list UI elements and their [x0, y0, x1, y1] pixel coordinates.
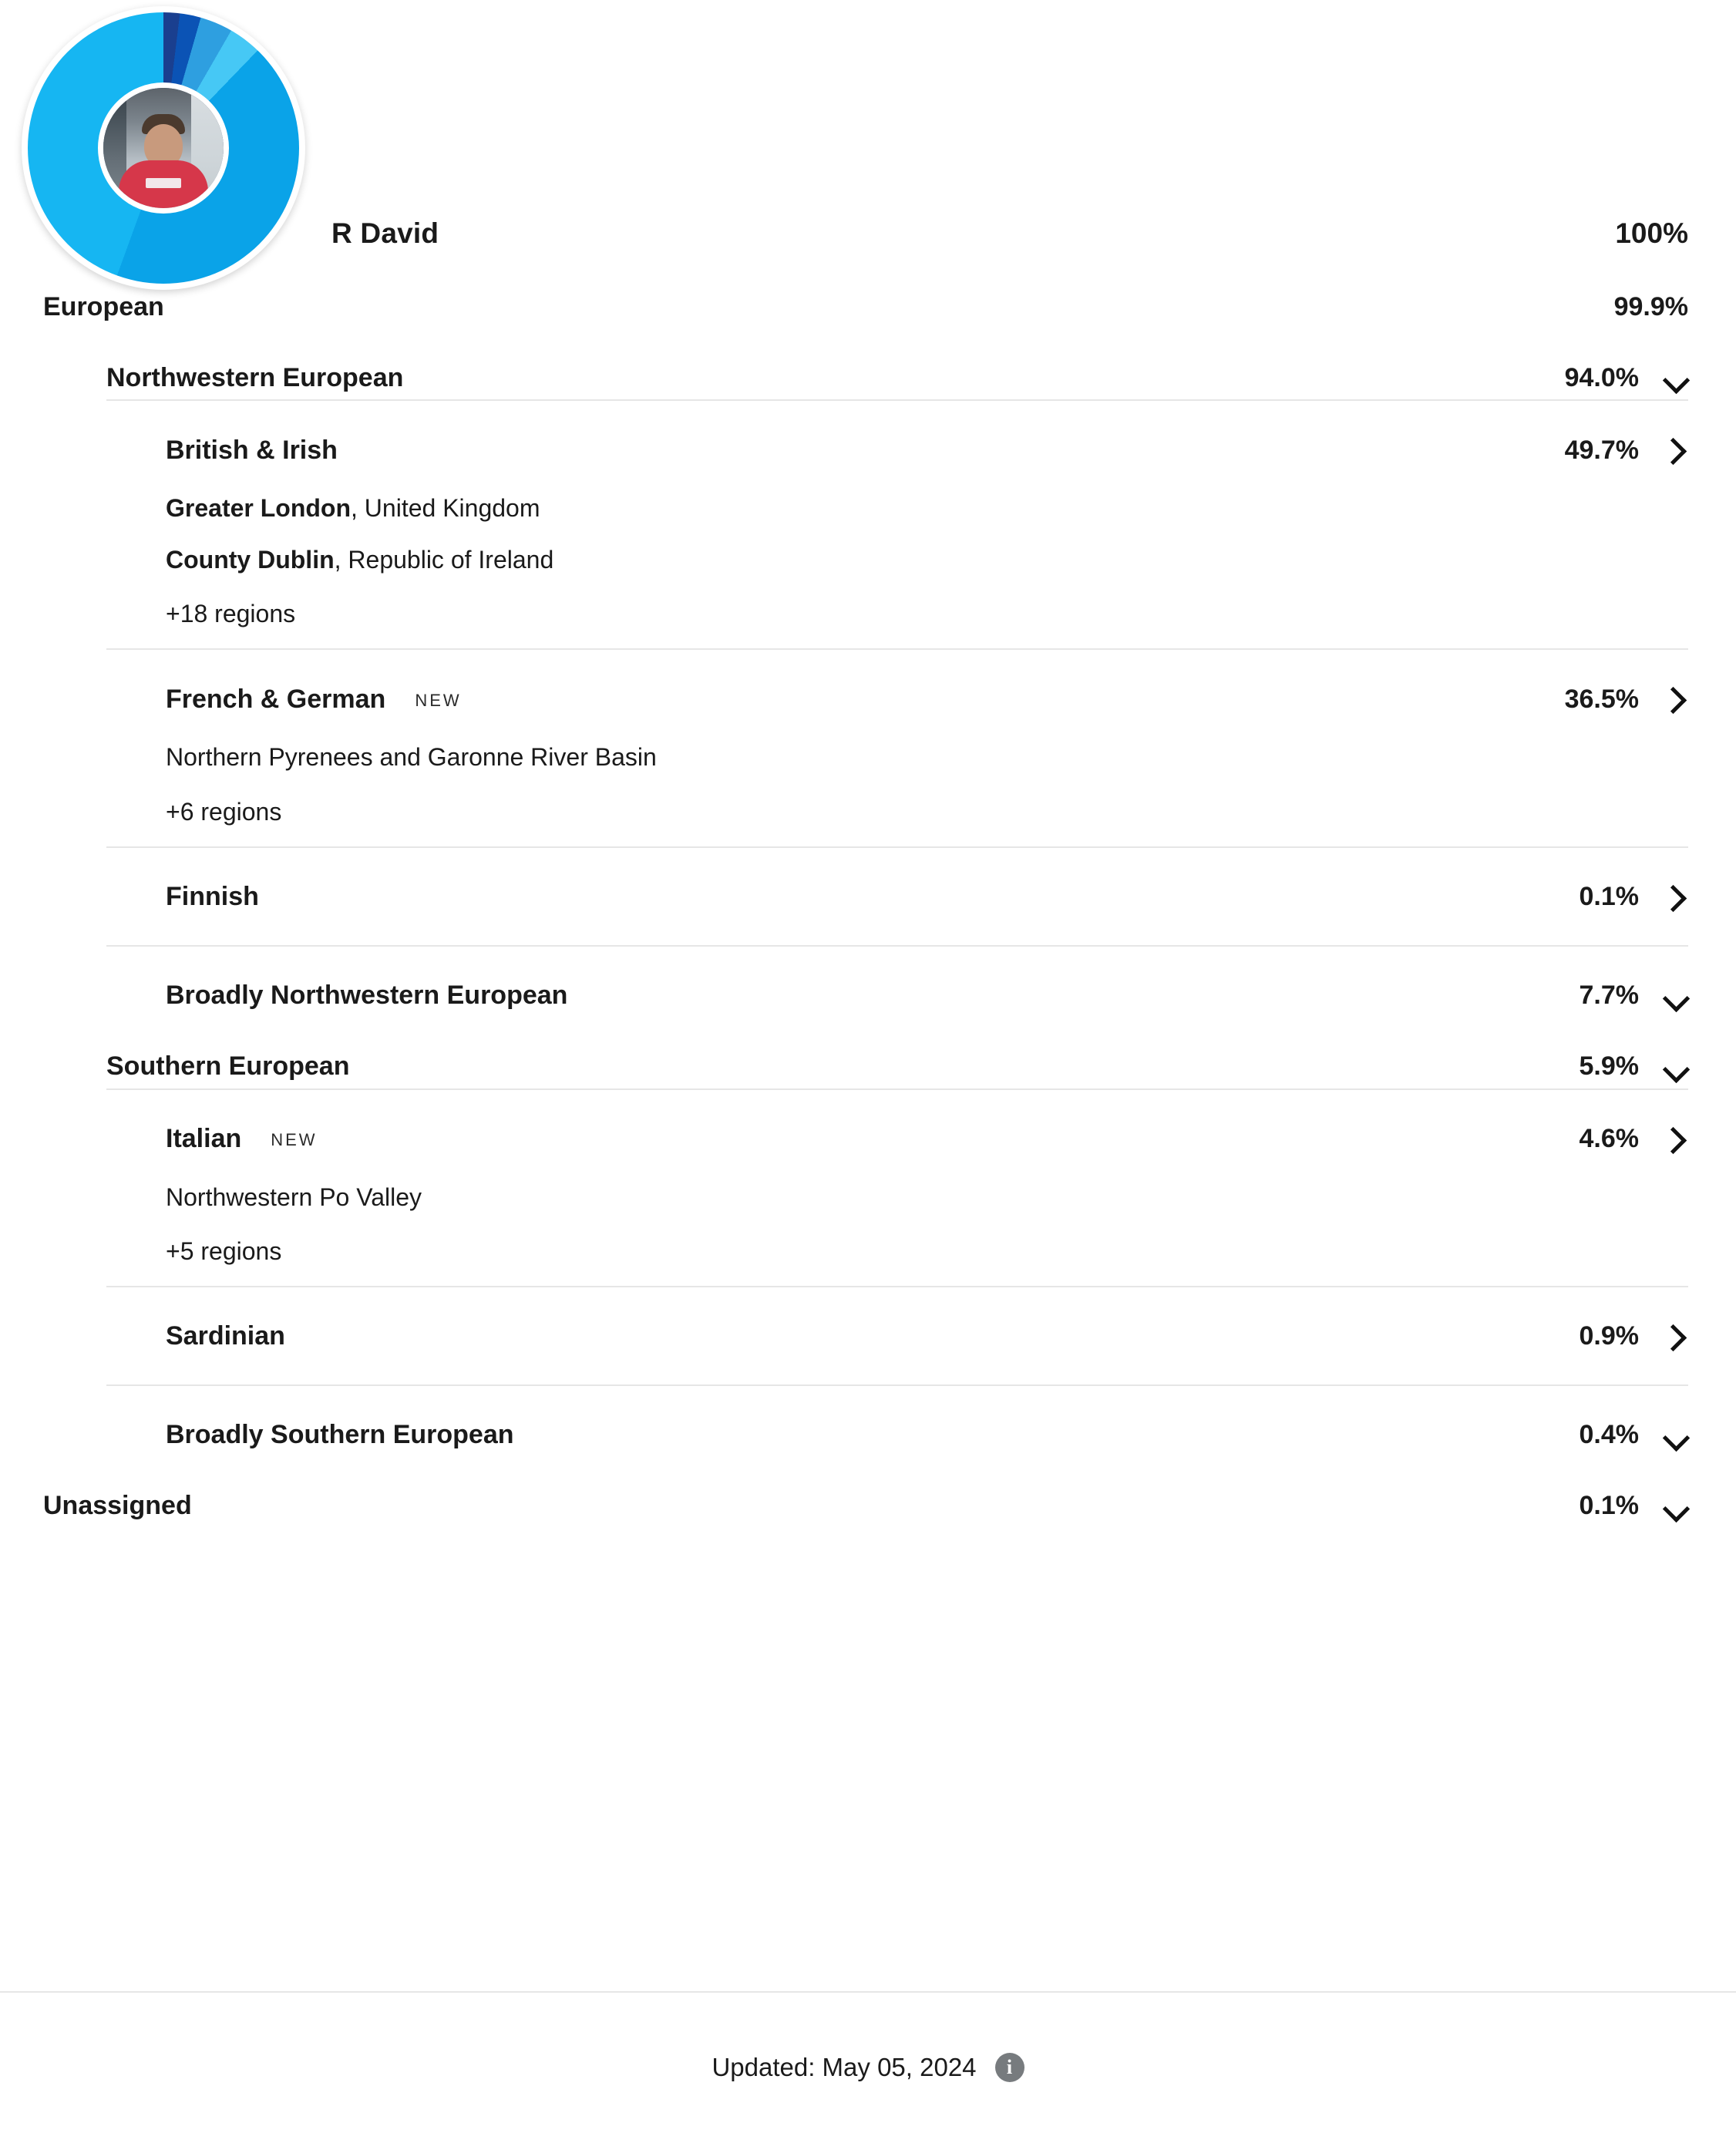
region-place: Northwestern Po Valley	[166, 1183, 422, 1211]
row-broadly-northwestern-european-label: Broadly Northwestern European	[166, 981, 568, 1011]
region-line	[0, 472, 1736, 523]
region-line	[0, 721, 1736, 772]
row-sardinian-label: Sardinian	[166, 1321, 285, 1351]
row-finnish[interactable]	[0, 876, 1736, 919]
region-place: County Dublin	[166, 546, 335, 574]
region-place: Northern Pyrenees and Garonne River Basin	[166, 743, 657, 772]
row-northwestern-european-label: Northwestern European	[106, 362, 404, 392]
row-french-and-german-right	[1565, 685, 1688, 715]
row-northwestern-european-percent: 94.0%	[1564, 362, 1639, 392]
chevron-right-icon[interactable]	[1662, 437, 1688, 463]
row-unassigned-right	[1580, 1491, 1689, 1521]
region-place: Greater London	[166, 494, 352, 522]
row-sardinian-percent: 0.9%	[1579, 1321, 1639, 1351]
row-broadly-southern-european[interactable]	[0, 1414, 1736, 1457]
chevron-right-icon[interactable]	[1662, 686, 1688, 712]
row-british-and-irish-right	[1565, 436, 1688, 466]
chevron-right-icon[interactable]	[1662, 884, 1688, 910]
divider	[106, 648, 1688, 650]
chevron-down-icon[interactable]	[1662, 365, 1688, 391]
region-country: , United Kingdom	[351, 494, 540, 522]
profile-name-row	[0, 217, 1736, 250]
row-unassigned[interactable]	[0, 1485, 1736, 1528]
row-sardinian-right	[1580, 1321, 1689, 1351]
chevron-down-icon[interactable]	[1662, 1493, 1688, 1519]
chevron-right-icon[interactable]	[1662, 1126, 1688, 1152]
row-british-and-irish[interactable]	[0, 429, 1736, 472]
more-regions-link[interactable]: +5 regions	[166, 1236, 282, 1265]
profile-percent: 100%	[1615, 217, 1688, 249]
footer	[0, 2053, 1736, 2082]
row-unassigned-label: Unassigned	[43, 1491, 192, 1521]
row-broadly-northwestern-european[interactable]	[0, 974, 1736, 1018]
photo-shirt-logo	[146, 178, 181, 188]
row-southern-european-right	[1580, 1051, 1689, 1082]
row-european-percent: 99.9%	[1613, 291, 1688, 321]
row-unassigned-percent: 0.1%	[1579, 1491, 1639, 1521]
row-french-and-german-percent: 36.5%	[1564, 684, 1639, 714]
footer-divider	[0, 1991, 1736, 1993]
row-french-and-german[interactable]	[0, 678, 1736, 721]
row-finnish-right	[1580, 882, 1689, 912]
row-european-label: European	[43, 291, 164, 321]
region-line	[0, 1161, 1736, 1213]
row-northwestern-european-right	[1565, 363, 1688, 393]
chevron-right-icon[interactable]	[1662, 1324, 1688, 1350]
row-broadly-southern-european-right	[1580, 1420, 1689, 1450]
row-finnish-percent: 0.1%	[1579, 882, 1639, 912]
row-broadly-southern-european-percent: 0.4%	[1579, 1420, 1639, 1450]
row-european-right	[1614, 292, 1688, 322]
row-broadly-southern-european-label: Broadly Southern European	[166, 1420, 514, 1450]
row-italian[interactable]	[0, 1118, 1736, 1161]
row-southern-european[interactable]	[0, 1045, 1736, 1088]
more-regions-link[interactable]: +6 regions	[166, 797, 282, 826]
row-northwestern-european[interactable]	[0, 356, 1736, 399]
region-line	[0, 523, 1736, 575]
row-italian-label	[166, 1124, 318, 1154]
row-italian-percent: 4.6%	[1579, 1124, 1639, 1154]
row-italian-text: Italian	[166, 1124, 242, 1154]
row-finnish-label: Finnish	[166, 882, 259, 912]
row-french-and-german-label	[166, 685, 462, 715]
chevron-down-icon[interactable]	[1662, 1422, 1688, 1448]
avatar-photo-frame	[98, 82, 229, 214]
user-photo	[103, 88, 224, 208]
row-broadly-northwestern-european-percent: 7.7%	[1579, 981, 1639, 1011]
divider	[106, 1286, 1688, 1287]
row-sardinian[interactable]	[0, 1315, 1736, 1358]
updated-text: Updated: May 05, 2024	[712, 2053, 977, 2081]
new-badge: NEW	[271, 1130, 318, 1150]
chevron-down-icon[interactable]	[1662, 983, 1688, 1009]
profile-name: R David	[331, 217, 439, 249]
new-badge: NEW	[415, 690, 462, 710]
divider	[106, 1088, 1688, 1090]
divider	[106, 399, 1688, 401]
row-southern-european-label: Southern European	[106, 1051, 350, 1082]
row-southern-european-percent: 5.9%	[1579, 1051, 1639, 1082]
row-broadly-northwestern-european-right	[1580, 981, 1689, 1011]
row-italian-right	[1580, 1124, 1689, 1154]
row-british-and-irish-label: British & Irish	[166, 435, 338, 465]
divider	[106, 1384, 1688, 1386]
divider	[106, 945, 1688, 947]
ancestry-rows	[0, 285, 1736, 1528]
more-regions-link[interactable]: +18 regions	[166, 600, 296, 628]
region-country: , Republic of Ireland	[334, 546, 554, 574]
profile-header	[0, 0, 1736, 285]
divider	[106, 846, 1688, 848]
row-british-and-irish-percent: 49.7%	[1564, 435, 1639, 465]
row-french-and-german-text: French & German	[166, 684, 386, 714]
chevron-down-icon[interactable]	[1662, 1054, 1688, 1080]
row-european[interactable]	[0, 285, 1736, 328]
info-icon[interactable]: i	[995, 2053, 1024, 2082]
